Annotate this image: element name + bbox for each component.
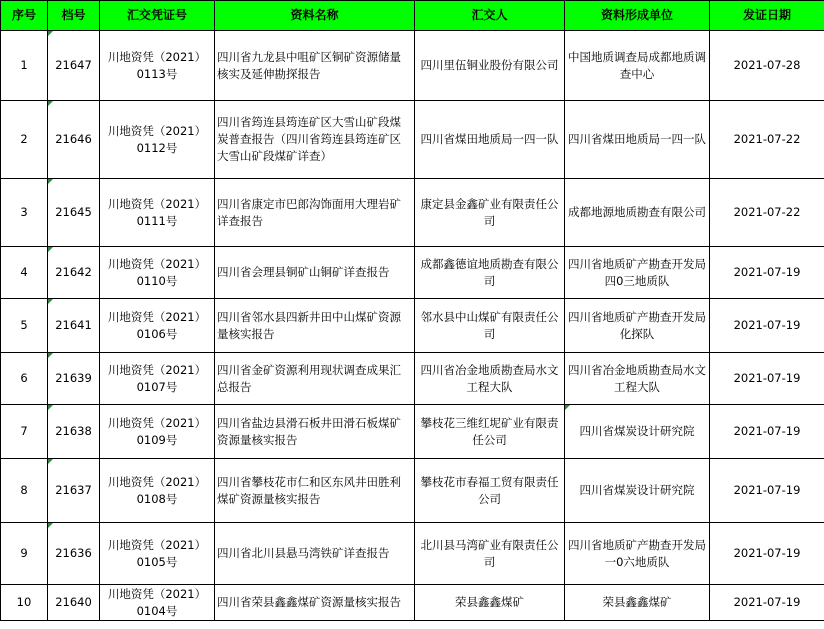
cell-submitter: 荣县鑫鑫煤矿 [415, 585, 565, 621]
cell-submitter: 攀枝花市春福工贸有限责任公司 [415, 459, 565, 523]
cell-archive: 21637 [48, 459, 100, 523]
cell-no: 5 [1, 299, 48, 353]
cell-unit: 四川省煤田地质局一四一队 [565, 101, 710, 179]
cell-no: 7 [1, 405, 48, 459]
cell-unit: 四川省地质矿产勘查开发局化探队 [565, 299, 710, 353]
table-row [1, 31, 824, 101]
cell-name: 四川省金矿资源利用现状调查成果汇总报告 [215, 353, 415, 405]
cell-name: 四川省九龙县中咀矿区铜矿资源储量核实及延伸勘探报告 [215, 31, 415, 101]
cell-name: 四川省会理县铜矿山铜矿详查报告 [215, 247, 415, 299]
cell-date: 2021-07-19 [710, 523, 824, 585]
cell-name: 四川省北川县悬马湾铁矿详查报告 [215, 523, 415, 585]
cell-submitter: 邻水县中山煤矿有限责任公司 [415, 299, 565, 353]
cell-no: 9 [1, 523, 48, 585]
header-archive: 档号 [48, 1, 100, 31]
cell-name: 四川省邻水县四新井田中山煤矿资源量核实报告 [215, 299, 415, 353]
cell-archive: 21641 [48, 299, 100, 353]
cell-date: 2021-07-22 [710, 101, 824, 179]
cell-date: 2021-07-22 [710, 179, 824, 247]
cell-date: 2021-07-19 [710, 585, 824, 621]
cell-unit: 四川省冶金地质勘查局水文工程大队 [565, 353, 710, 405]
cell-no: 8 [1, 459, 48, 523]
cell-name: 四川省荣县鑫鑫煤矿资源量核实报告 [215, 585, 415, 621]
cell-archive: 21646 [48, 101, 100, 179]
cell-name: 四川省盐边县滑石板井田滑石板煤矿资源量核实报告 [215, 405, 415, 459]
table-row [1, 523, 824, 585]
cell-no: 6 [1, 353, 48, 405]
cell-no: 10 [1, 585, 48, 621]
cell-archive: 21645 [48, 179, 100, 247]
header-submitter: 汇交人 [415, 1, 565, 31]
cell-unit: 四川省煤炭设计研究院 [565, 459, 710, 523]
cell-submitter: 四川里伍铜业股份有限公司 [415, 31, 565, 101]
cell-no: 1 [1, 31, 48, 101]
cell-archive: 21636 [48, 523, 100, 585]
cell-unit: 四川省煤炭设计研究院 [565, 405, 710, 459]
cell-archive: 21638 [48, 405, 100, 459]
cell-unit: 成都地源地质勘查有限公司 [565, 179, 710, 247]
table-row [1, 101, 824, 179]
header-no: 序号 [1, 1, 48, 31]
header-date: 发证日期 [710, 1, 824, 31]
cell-voucher: 川地资凭（2021）0104号 [100, 585, 215, 621]
cell-date: 2021-07-19 [710, 247, 824, 299]
cell-submitter: 四川省冶金地质勘查局水文工程大队 [415, 353, 565, 405]
cell-voucher: 川地资凭（2021）0108号 [100, 459, 215, 523]
header-voucher: 汇交凭证号 [100, 1, 215, 31]
cell-archive: 21642 [48, 247, 100, 299]
cell-no: 4 [1, 247, 48, 299]
cell-voucher: 川地资凭（2021）0107号 [100, 353, 215, 405]
cell-submitter: 康定县金鑫矿业有限责任公司 [415, 179, 565, 247]
table-row [1, 299, 824, 353]
cell-name: 四川省筠连县筠连矿区大雪山矿段煤炭普查报告（四川省筠连县筠连矿区大雪山矿段煤矿详查） [215, 101, 415, 179]
table-row [1, 405, 824, 459]
cell-unit: 荣县鑫鑫煤矿 [565, 585, 710, 621]
table-row [1, 585, 824, 621]
header-name: 资料名称 [215, 1, 415, 31]
cell-date: 2021-07-19 [710, 353, 824, 405]
cell-voucher: 川地资凭（2021）0105号 [100, 523, 215, 585]
cell-archive: 21639 [48, 353, 100, 405]
header-row [1, 1, 824, 31]
cell-submitter: 成都鑫德谊地质勘查有限公司 [415, 247, 565, 299]
cell-voucher: 川地资凭（2021）0109号 [100, 405, 215, 459]
cell-unit: 四川省地质矿产勘查开发局四0三地质队 [565, 247, 710, 299]
cell-submitter: 攀枝花三维红坭矿业有限责任公司 [415, 405, 565, 459]
table-row [1, 179, 824, 247]
header-unit: 资料形成单位 [565, 1, 710, 31]
table-body [1, 31, 824, 621]
cell-name: 四川省攀枝花市仁和区东风井田胜利煤矿资源量核实报告 [215, 459, 415, 523]
cell-voucher: 川地资凭（2021）0111号 [100, 179, 215, 247]
cell-no: 2 [1, 101, 48, 179]
cell-date: 2021-07-28 [710, 31, 824, 101]
cell-name: 四川省康定市巴郎沟饰面用大理岩矿详查报告 [215, 179, 415, 247]
table-row [1, 353, 824, 405]
cell-submitter: 四川省煤田地质局一四一队 [415, 101, 565, 179]
cell-date: 2021-07-19 [710, 459, 824, 523]
cell-unit: 四川省地质矿产勘查开发局一0六地质队 [565, 523, 710, 585]
table-header [1, 1, 824, 31]
table-row [1, 247, 824, 299]
cell-voucher: 川地资凭（2021）0112号 [100, 101, 215, 179]
cell-voucher: 川地资凭（2021）0110号 [100, 247, 215, 299]
cell-voucher: 川地资凭（2021）0106号 [100, 299, 215, 353]
cell-date: 2021-07-19 [710, 299, 824, 353]
cell-archive: 21640 [48, 585, 100, 621]
cell-no: 3 [1, 179, 48, 247]
cell-submitter: 北川县马湾矿业有限责任公司 [415, 523, 565, 585]
cell-archive: 21647 [48, 31, 100, 101]
cell-voucher: 川地资凭（2021）0113号 [100, 31, 215, 101]
cell-date: 2021-07-19 [710, 405, 824, 459]
table-row [1, 459, 824, 523]
cell-unit: 中国地质调查局成都地质调查中心 [565, 31, 710, 101]
